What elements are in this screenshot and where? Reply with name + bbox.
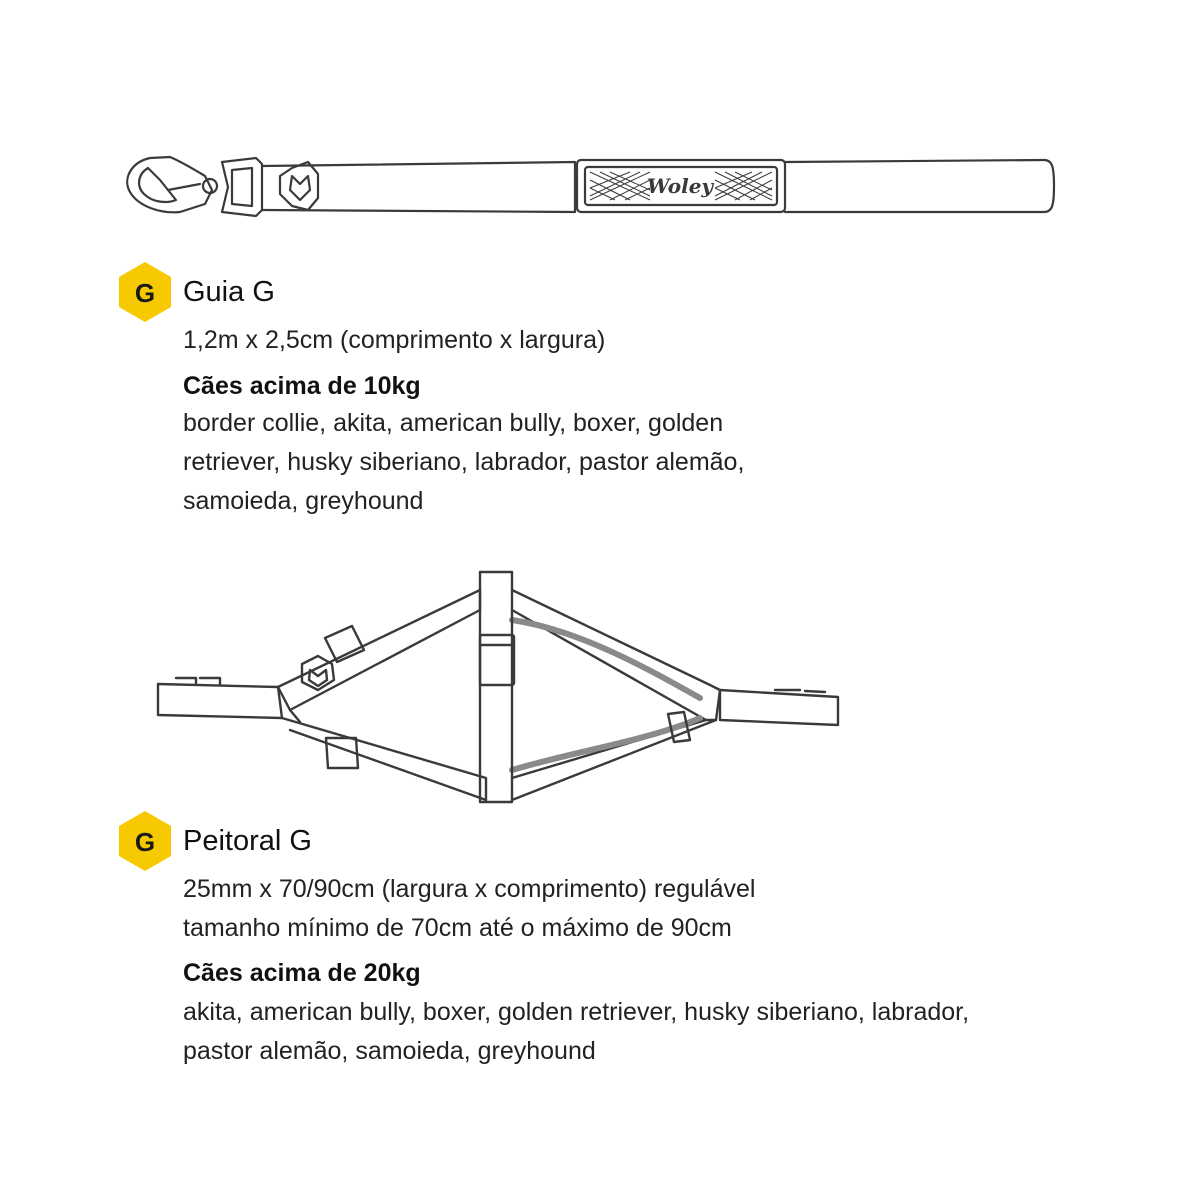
leash-dimensions: 1,2m x 2,5cm (comprimento x largura) [183, 326, 606, 354]
badge-letter: G [134, 278, 156, 308]
harness-breeds-line: akita, american bully, boxer, golden retriever, husky siberiano, labrador, [183, 998, 970, 1026]
snap-hook-inner [139, 168, 176, 202]
swivel-ring [222, 158, 262, 216]
harness-illustration [0, 560, 1200, 810]
size-badge-icon [119, 262, 171, 322]
leash-breeds-line: samoieda, greyhound [183, 487, 424, 515]
leash-subtitle: Cães acima de 10kg [183, 372, 421, 400]
harness-title: Peitoral G [183, 825, 312, 857]
harness-slider [325, 626, 364, 662]
harness-drawing [0, 560, 1200, 810]
leash-breeds-line: retriever, husky siberiano, labrador, pastor alemão, [183, 448, 745, 476]
harness-breeds [183, 993, 969, 1071]
harness-upper-left-band [278, 590, 480, 710]
harness-dimensions-line: tamanho mínimo de 70cm até o máximo de 90cm [183, 914, 732, 942]
harness-buckle [480, 635, 514, 685]
badge-letter: G [134, 827, 156, 857]
leash-drawing [0, 140, 1200, 240]
brand-label: Woley [646, 174, 714, 198]
harness-breeds-line: pastor alemão, samoieda, greyhound [183, 1037, 596, 1065]
harness-right-strap [720, 690, 838, 725]
harness-center-strap [480, 572, 512, 802]
leash-breeds-line: border collie, akita, american bully, boxer, golden [183, 409, 724, 437]
leash-illustration [0, 140, 1200, 240]
harness-left-strap [158, 684, 282, 718]
harness-dimensions [183, 870, 755, 948]
leash-title: Guia G [183, 276, 275, 308]
leash-handle [785, 160, 1054, 212]
leash-breeds [183, 404, 744, 521]
harness-subtitle: Cães acima de 20kg [183, 959, 421, 987]
hex-tag [280, 162, 318, 210]
size-badge-icon [119, 811, 171, 871]
harness-dimensions-line: 25mm x 70/90cm (largura x comprimento) regulável [183, 875, 756, 903]
